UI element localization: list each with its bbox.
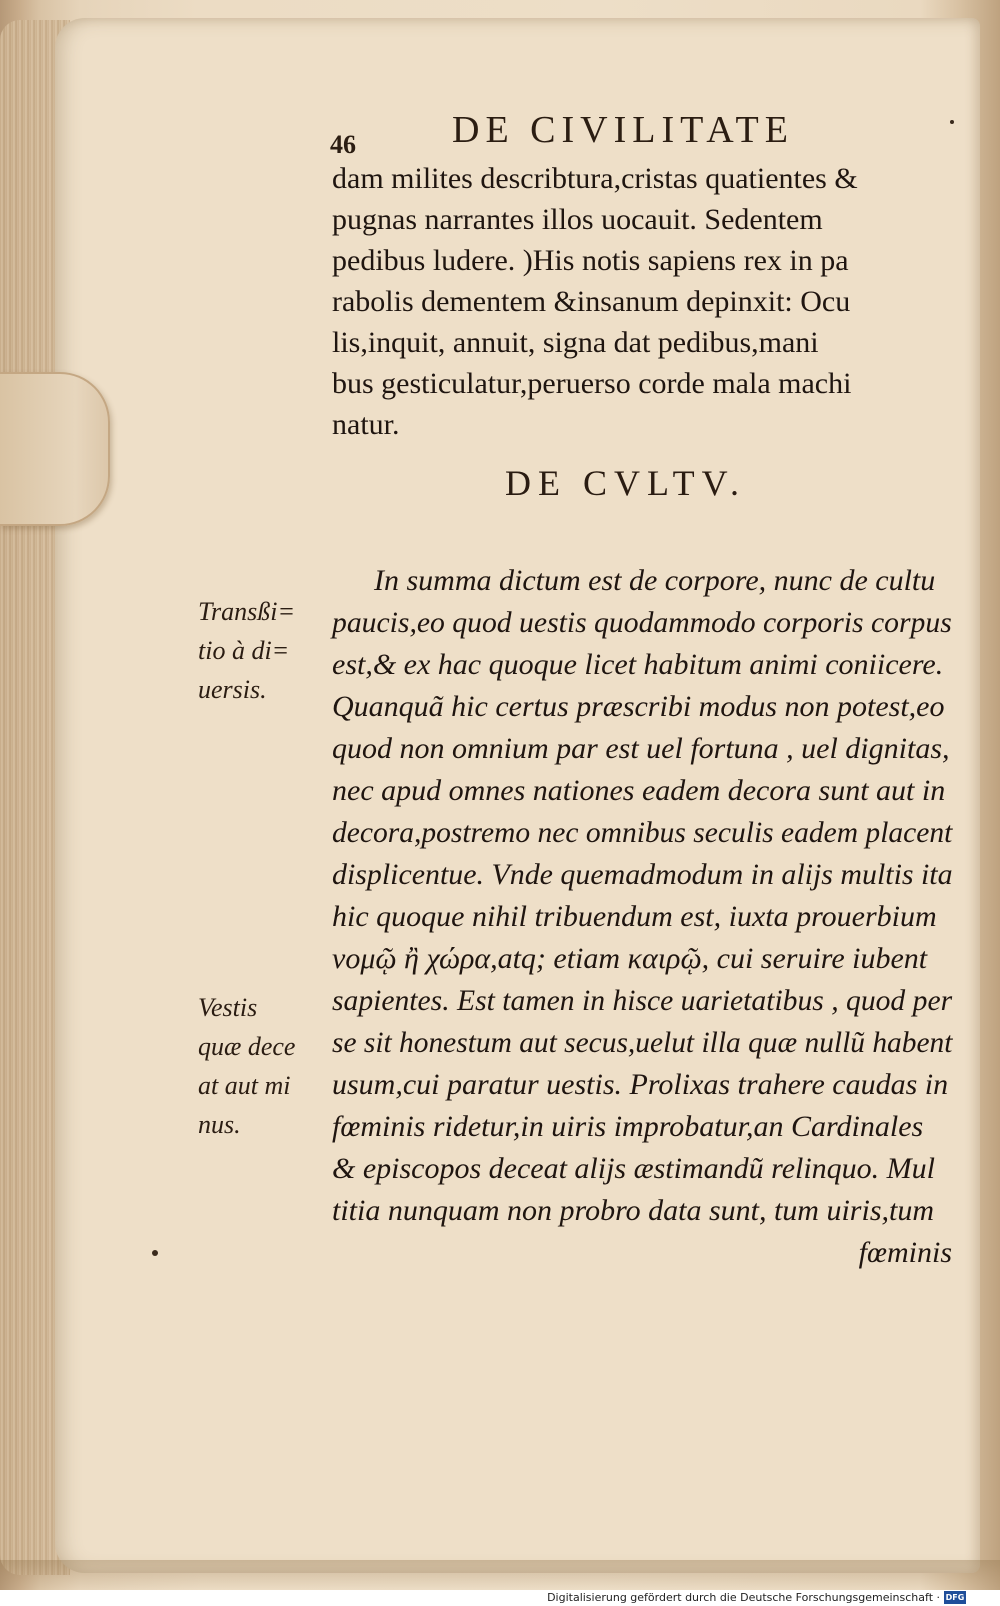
margin-note-transitio bbox=[198, 592, 328, 709]
text-line: In summa dictum est de corpore, nunc de cultu bbox=[374, 564, 936, 597]
ink-speck bbox=[152, 1250, 158, 1256]
text-line: natur. bbox=[332, 408, 400, 441]
text-line: sapientes. Est tamen in hisce uarietatibus , quod per bbox=[332, 984, 953, 1017]
page-number: 46 bbox=[330, 130, 356, 159]
margin-note-line: uersis. bbox=[198, 675, 267, 704]
margin-note-line: Vestis bbox=[198, 993, 258, 1022]
margin-note-line: nus. bbox=[198, 1110, 241, 1139]
text-line: rabolis dementem &insanum depinxit: Ocu bbox=[332, 285, 851, 318]
text-line: νομῷ ἢ χώρα,atq; etiam καιρῷ, cui seruire iubent bbox=[332, 942, 928, 975]
book-clip-tab bbox=[0, 372, 110, 526]
text-line: hic quoque nihil tribuendum est, iuxta prouerbium bbox=[332, 900, 937, 933]
margin-note-line: Transßi= bbox=[198, 597, 296, 626]
page-header bbox=[330, 108, 950, 158]
margin-note-vestis bbox=[198, 988, 328, 1144]
margin-note-line: tio à di= bbox=[198, 636, 290, 665]
section-heading: DE CVLTV. bbox=[505, 463, 747, 503]
text-line: pedibus ludere. )His notis sapiens rex in pa bbox=[332, 244, 849, 277]
margin-note-line: at aut mi bbox=[198, 1071, 291, 1100]
main-paragraph bbox=[332, 560, 952, 1274]
text-line: quod non omnium par est uel fortuna , uel dignitas, bbox=[332, 732, 950, 765]
margin-note-line: quæ dece bbox=[198, 1032, 296, 1061]
text-line: bus gesticulatur,peruerso corde mala machi bbox=[332, 367, 852, 400]
text-line: titia nunquam non probro data sunt, tum uiris,tum bbox=[332, 1194, 934, 1227]
text-line: fœminis ridetur,in uiris improbatur,an Cardinales bbox=[332, 1110, 924, 1143]
page-bottom-shadow bbox=[0, 1560, 1000, 1590]
text-line: lis,inquit, annuit, signa dat pedibus,mani bbox=[332, 326, 819, 359]
text-line: displicentue. Vnde quemadmodum in alijs multis ita bbox=[332, 858, 953, 891]
text-line: & episcopos deceat alijs æstimandũ relinquo. Mul bbox=[332, 1152, 936, 1185]
text-line: se sit honestum aut secus,uelut illa quæ nullũ habent bbox=[332, 1026, 953, 1059]
top-paragraph bbox=[332, 158, 952, 445]
text-line: nec apud omnes nationes eadem decora sunt aut in bbox=[332, 774, 946, 807]
text-line: Quanquã hic certus præscribi modus non potest,eo bbox=[332, 690, 945, 723]
text-line: paucis,eo quod uestis quodammodo corporis corpus bbox=[332, 606, 952, 639]
ink-speck bbox=[950, 120, 954, 124]
text-line: decora,postremo nec omnibus seculis eadem placent bbox=[332, 816, 953, 849]
running-title: DE CIVILITATE bbox=[452, 109, 794, 151]
text-line: usum,cui paratur uestis. Prolixas trahere caudas in bbox=[332, 1068, 949, 1101]
catchword: fœminis bbox=[858, 1236, 952, 1269]
digitization-attribution: Digitalisierung gefördert durch die Deutsche Forschungsgemeinschaft · bbox=[547, 1591, 940, 1604]
text-line: dam milites describtura,cristas quatientes & bbox=[332, 162, 858, 195]
dfg-logo: DFG bbox=[945, 1593, 965, 1602]
text-line: pugnas narrantes illos uocauit. Sedentem bbox=[332, 203, 823, 236]
text-line: est,& ex hac quoque licet habitum animi coniicere. bbox=[332, 648, 944, 681]
